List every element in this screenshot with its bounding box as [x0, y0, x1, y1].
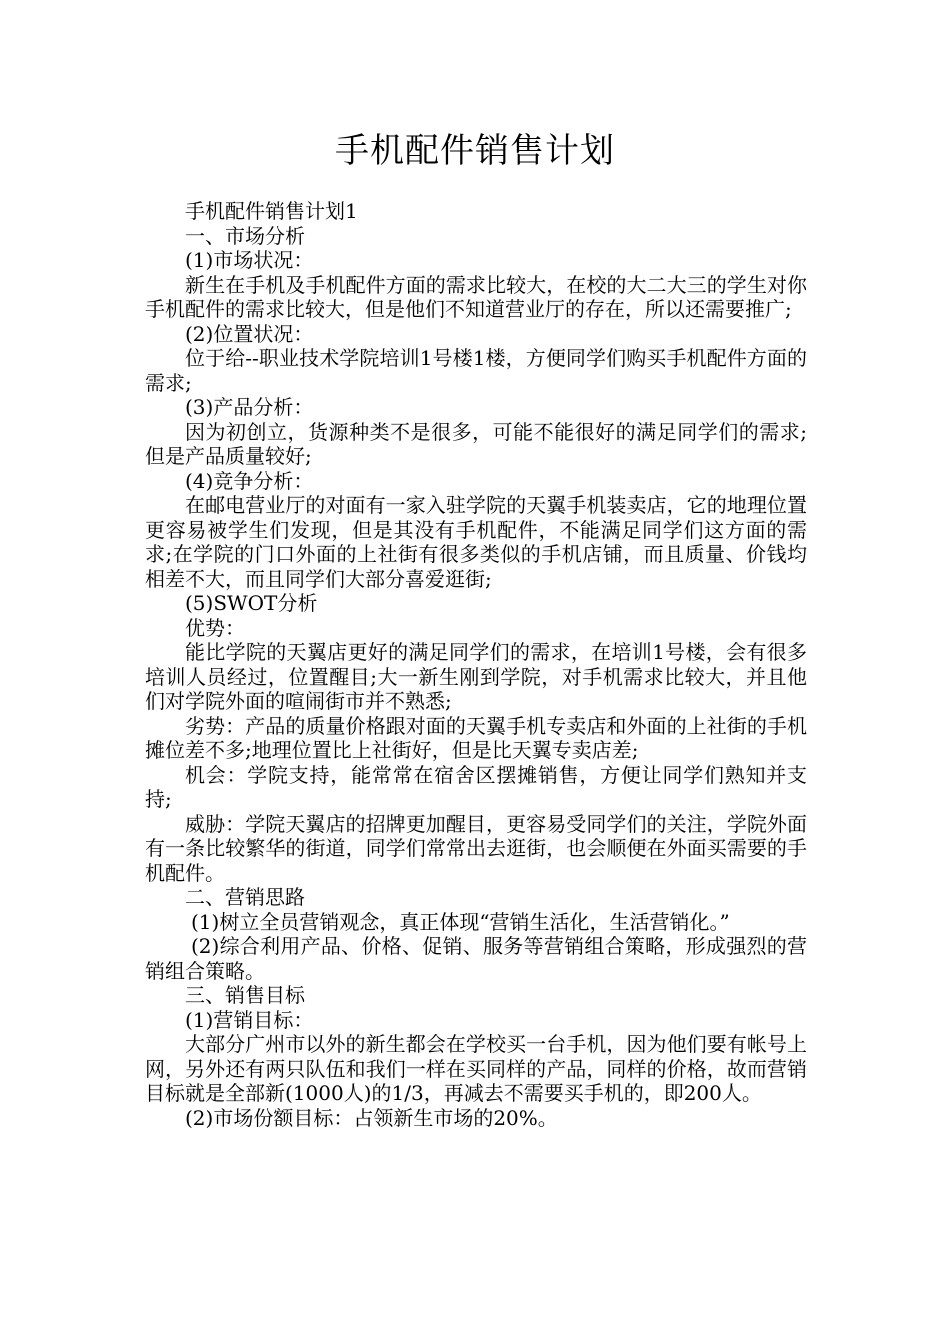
paragraph-weaknesses: 劣势：产品的质量价格跟对面的天翼手机专卖店和外面的上社街的手机摊位差不多;地理位置比上社街好，但是比天翼专卖店差; — [145, 713, 807, 762]
paragraph-competition-analysis: 在邮电营业厅的对面有一家入驻学院的天翼手机装卖店，它的地理位置更容易被学生们发现，但是其没有手机配件，不能满足同学们这方面的需求;在学院的门口外面的上社街有很多类似的手机店铺，而且质量、价钱均相差不大，而且同学们大部分喜爱逛街; — [145, 493, 807, 591]
paragraph-location-status: 位于给--职业技术学院培训1号楼1楼，方便同学们购买手机配件方面的需求; — [145, 346, 807, 395]
paragraph-threats: 威胁：学院天翼店的招牌更加醒目，更容易受同学们的关注，学院外面有一条比较繁华的街道，同学们常常出去逛街，也会顺便在外面买需要的手机配件。 — [145, 811, 807, 885]
paragraph-subtitle: 手机配件销售计划1 — [185, 199, 358, 223]
subheading-location-status: (2)位置状况： — [185, 321, 314, 346]
heading-market-analysis: 一、市场分析 — [185, 223, 305, 248]
heading-sales-targets: 三、销售目标 — [185, 983, 305, 1007]
subheading-swot-analysis: (5)SWOT分析 — [185, 591, 318, 615]
paragraph-marketing-target: 大部分广州市以外的新生都会在学校买一台手机，因为他们要有帐号上网，另外还有两只队伍和我们一样在买同样的产品，同样的价格，故而营销目标就是全部新(1000人)的1/3，再减去不需要买手机的，即200人。 — [145, 1032, 807, 1105]
subheading-competition-analysis: (4)竞争分析： — [185, 468, 314, 493]
subheading-product-analysis: (3)产品分析： — [185, 395, 314, 419]
paragraph-marketing-approach-2: (2)综合利用产品、价格、促销、服务等营销组合策略，形成强烈的营销组合策略。 — [145, 934, 807, 983]
paragraph-opportunities: 机会：学院支持，能常常在宿舍区摆摊销售，方便让同学们熟知并支持; — [145, 762, 807, 811]
document-body — [145, 199, 807, 1130]
paragraph-product-analysis: 因为初创立，货源种类不是很多，可能不能很好的满足同学们的需求;但是产品质量较好; — [145, 419, 807, 468]
subheading-marketing-target: (1)营销目标： — [185, 1007, 314, 1032]
paragraph-market-share-target: (2)市场份额目标：占领新生市场的20%。 — [185, 1105, 558, 1130]
label-strengths: 优势： — [185, 615, 245, 640]
paragraph-market-status: 新生在手机及手机配件方面的需求比较大，在校的大二大三的学生对你手机配件的需求比较大，但是他们不知道营业厅的存在，所以还需要推广; — [145, 272, 807, 321]
document-title: 手机配件销售计划 — [335, 131, 615, 171]
heading-marketing-approach: 二、营销思路 — [185, 885, 305, 909]
subheading-market-status: (1)市场状况： — [185, 248, 314, 272]
paragraph-strengths: 能比学院的天翼店更好的满足同学们的需求，在培训1号楼，会有很多培训人员经过，位置醒目;大一新生刚到学院，对手机需求比较大，并且他们对学院外面的喧闹街市并不熟悉; — [145, 640, 807, 713]
paragraph-marketing-approach-1: (1)树立全员营销观念，真正体现“营销生活化，生活营销化。” — [191, 909, 730, 934]
